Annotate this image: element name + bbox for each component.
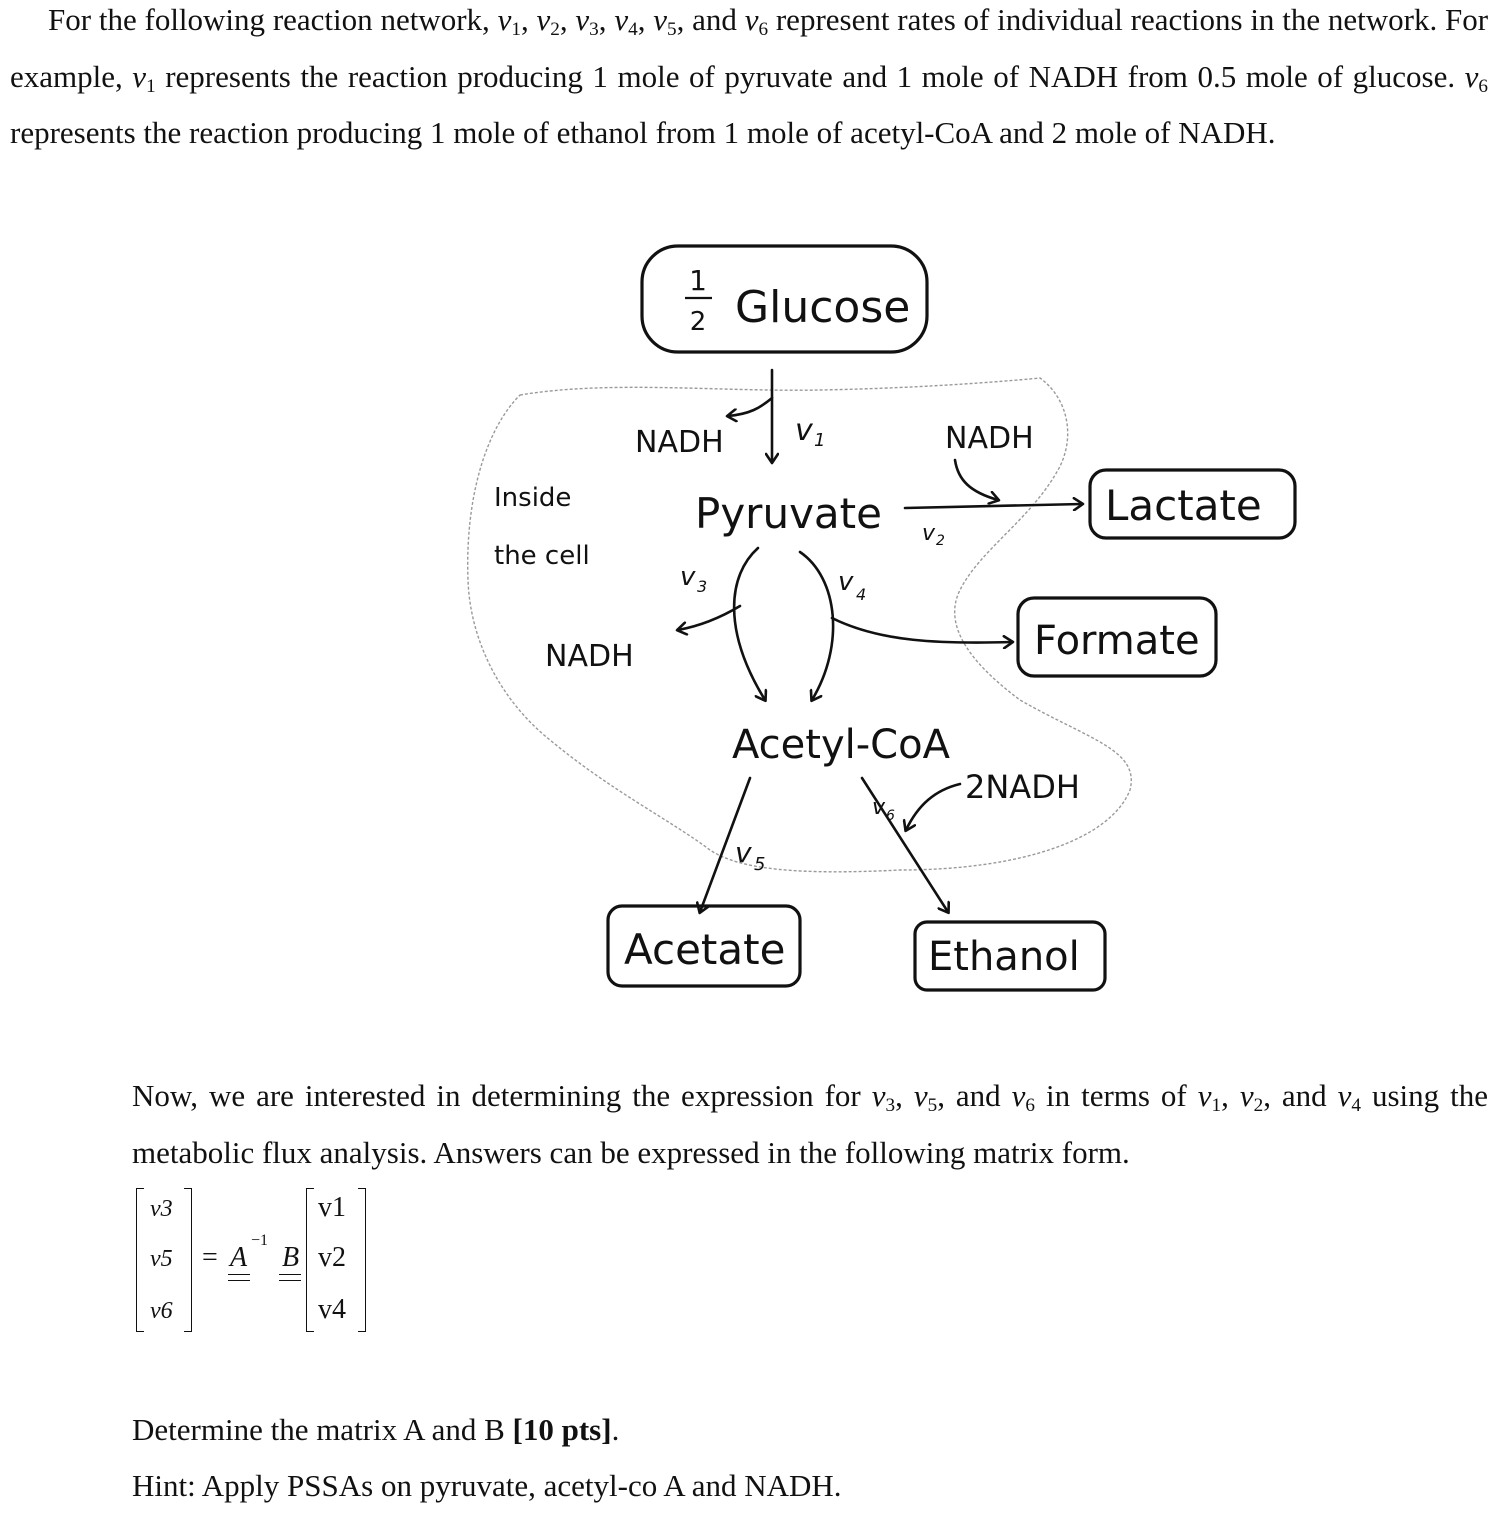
nadh-label-v2: NADH: [945, 421, 1034, 456]
v4-label: v: [838, 567, 854, 597]
acetate-label: Acetate: [624, 925, 786, 974]
matrix-b-underline: [279, 1274, 301, 1281]
pyruvate-label: Pyruvate: [695, 489, 882, 538]
inverse-exponent: −1: [251, 1232, 269, 1249]
matrix-a-underline: [228, 1274, 250, 1281]
glucose-fraction-numerator: 1: [689, 264, 707, 297]
v5-label: v: [735, 836, 752, 869]
v6-label: v: [872, 795, 886, 820]
v4-formate-arrow: [832, 618, 1012, 643]
inside-cell-label-2: the cell: [494, 541, 590, 571]
v4-arrow: [800, 552, 833, 700]
hint-line: Hint: Apply PSSAs on pyruvate, acetyl-co A and NADH.: [132, 1468, 842, 1503]
determine-line: Determine the matrix A and B [10 pts].: [132, 1412, 620, 1447]
reaction-network-diagram: [460, 230, 1340, 1010]
v6-nadh-arrow: [906, 784, 960, 830]
nadh-label-v6: 2NADH: [965, 768, 1080, 806]
rhs-v1: v1: [318, 1192, 346, 1223]
points-label: [10 pts]: [512, 1412, 612, 1447]
v4-subscript: 4: [856, 585, 867, 604]
glucose-fraction-denominator: 2: [689, 307, 707, 337]
rhs-right-bracket: [358, 1188, 366, 1332]
lhs-v3: v3: [150, 1196, 173, 1222]
lhs-left-bracket: [136, 1188, 144, 1332]
intro-paragraph: For the following reaction network, $v_1$, $v_2$, $v_3$, $v_4$, $v_5$, and $v_6$ represent rates of individual reactions in the network. For example, $v_1$ represents the reaction producing 1 mole of pyruvate and 1 mole of NADH from 0.5 mole of glucose. $v_6$ represents the reaction producing 1 mole of ethanol from 1 mole of acetyl-CoA and 2 mole of NADH.: [10, 2, 1489, 150]
v2-nadh-arrow: [955, 460, 998, 500]
nadh-label-v3: NADH: [545, 639, 634, 674]
v2-arrow: [905, 504, 1082, 508]
v3-label: v: [680, 562, 696, 592]
v3-nadh-arrow: [678, 606, 740, 630]
rhs-v2: v2: [318, 1242, 346, 1273]
matrix-equation: [136, 1186, 376, 1336]
v2-label: v: [922, 521, 936, 546]
lactate-label: Lactate: [1105, 481, 1262, 530]
question-paragraph: Now, we are interested in determining the expression for $v_3$, $v_5$, and $v_6$ in terms of $v_1$, $v_2$, and $v_4$ using the metabolic flux analysis. Answers can be expressed in the following matrix form.: [132, 1078, 1489, 1170]
nadh-label-v1: NADH: [635, 425, 724, 460]
lhs-v5: v5: [150, 1246, 173, 1272]
inside-cell-label-1: Inside: [494, 483, 572, 513]
v2-subscript: 2: [936, 533, 945, 549]
equals-sign: =: [202, 1242, 218, 1273]
formate-label: Formate: [1034, 618, 1200, 664]
lhs-right-bracket: [184, 1188, 192, 1332]
v3-subscript: 3: [697, 577, 708, 596]
rhs-left-bracket: [306, 1188, 314, 1332]
matrix-b: B: [282, 1242, 300, 1273]
v5-subscript: 5: [754, 854, 766, 875]
acetyl-coa-label: Acetyl-CoA: [732, 722, 950, 768]
v6-subscript: 6: [886, 808, 895, 824]
v3-arrow: [734, 548, 765, 700]
lhs-v6: v6: [150, 1298, 173, 1324]
matrix-a: A: [230, 1242, 248, 1273]
v1-label: v: [795, 413, 813, 448]
v1-nadh-arrow: [728, 398, 772, 416]
glucose-label: Glucose: [735, 282, 911, 333]
ethanol-label: Ethanol: [928, 934, 1080, 980]
v1-subscript: 1: [814, 430, 826, 451]
rhs-v4: v4: [318, 1294, 346, 1325]
